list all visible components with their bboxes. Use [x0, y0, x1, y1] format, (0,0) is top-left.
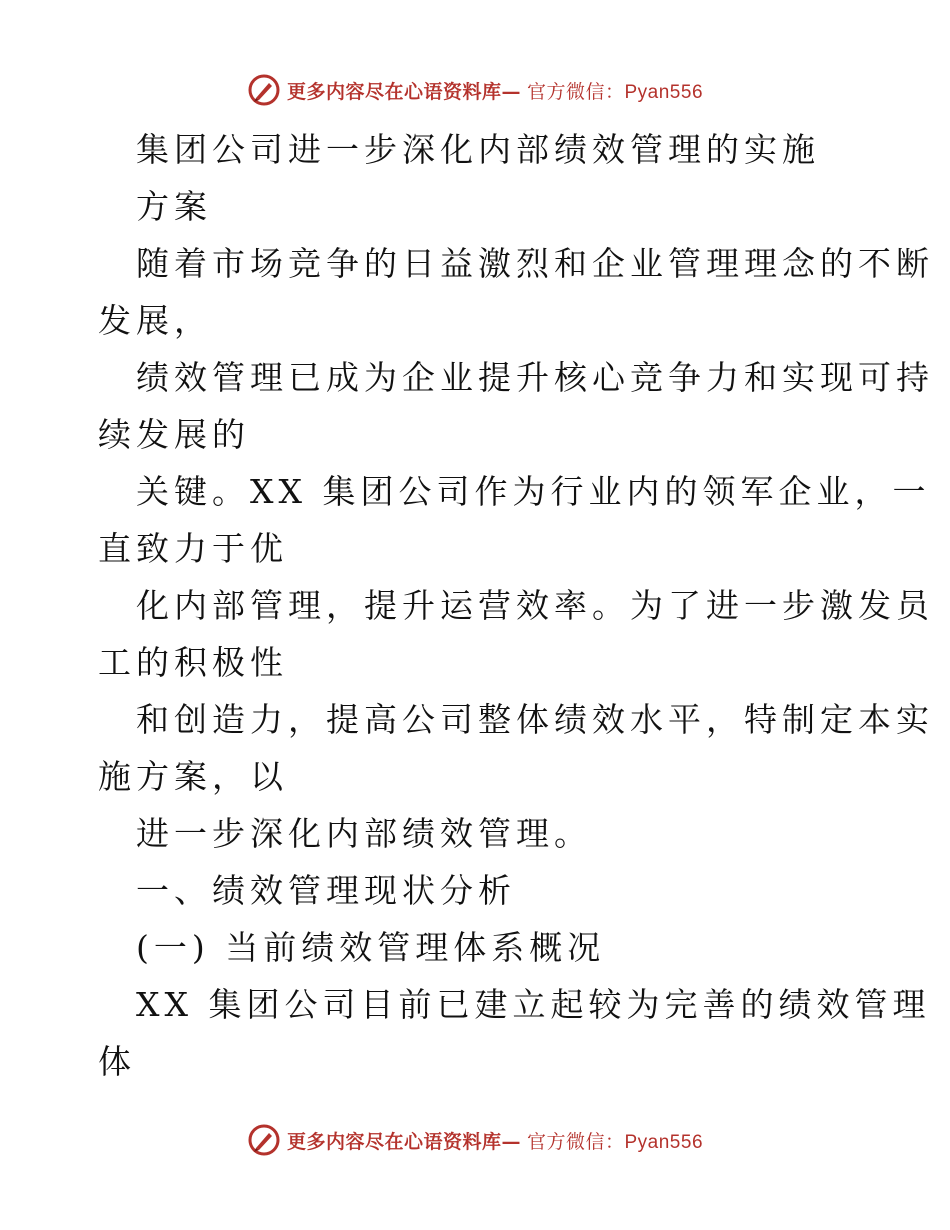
paragraph-line: 体 [98, 1042, 136, 1081]
watermark-wechat: 官方微信：Pyan556 [527, 81, 704, 103]
pen-logo-icon [247, 73, 281, 107]
footer-watermark-banner [0, 1120, 950, 1160]
title-line-1: 集团公司进一步深化内部绩效管理的实施 [136, 130, 820, 169]
paragraph-line: 发展， [98, 301, 212, 340]
pen-logo-icon [247, 1123, 281, 1157]
paragraph-line: 续发展的 [98, 415, 250, 454]
paragraph-line: 和创造力，提高公司整体绩效水平，特制定本实 [136, 700, 934, 739]
header-watermark-banner [0, 70, 950, 110]
paragraph-line: 绩效管理已成为企业提升核心竞争力和实现可持 [136, 358, 934, 397]
watermark-wechat: 官方微信：Pyan556 [527, 1131, 704, 1153]
title-line-2: 方案 [136, 187, 212, 226]
watermark-text: 更多内容尽在心语资料库— [286, 80, 521, 103]
paragraph-line: 化内部管理，提升运营效率。为了进一步激发员 [136, 586, 934, 625]
section-heading: 一、绩效管理现状分析 [136, 871, 516, 910]
subsection-heading: (一) 当前绩效管理体系概况 [136, 928, 606, 967]
paragraph-line: 关键。XX 集团公司作为行业内的领军企业，一 [136, 472, 931, 511]
paragraph-line: 进一步深化内部绩效管理。 [136, 814, 592, 853]
paragraph-line: XX 集团公司目前已建立起较为完善的绩效管理 [136, 985, 931, 1024]
paragraph-line: 随着市场竞争的日益激烈和企业管理理念的不断 [136, 244, 934, 283]
paragraph-line: 工的积极性 [98, 643, 288, 682]
watermark-text: 更多内容尽在心语资料库— [286, 1130, 521, 1153]
paragraph-line: 施方案，以 [98, 757, 288, 796]
paragraph-line: 直致力于优 [98, 529, 288, 568]
